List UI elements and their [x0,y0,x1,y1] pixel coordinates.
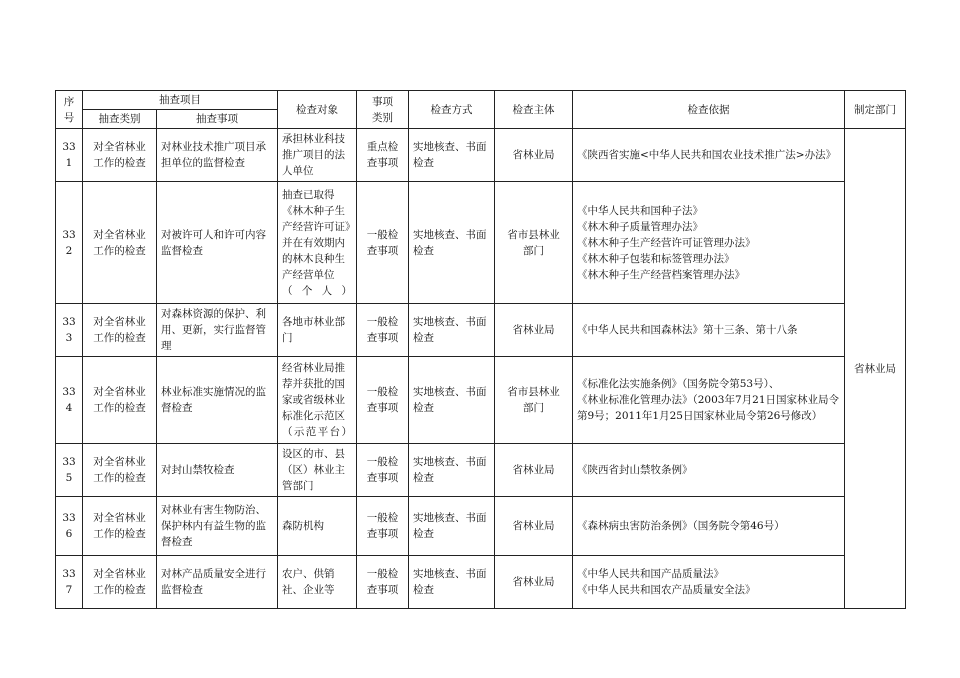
row-method: 实地核查、书面 检查 [409,304,495,357]
header-project: 抽查项目 [83,91,278,110]
header-subject: 检查主体 [495,91,573,129]
row-item: 对被许可人和许可内容监督检查 [157,182,278,304]
table-row [56,357,906,444]
row-subject: 省林业局 [495,444,573,497]
row-object: 农户、供销社、企业等 [278,556,357,609]
row-category: 对全省林业 工作的检查 [83,497,157,556]
header-method: 检查方式 [409,91,495,129]
row-no: 333 [56,304,83,357]
row-subject: 省市县林业 部门 [495,182,573,304]
row-category: 对全省林业 工作的检查 [83,357,157,444]
row-subject: 省林业局 [495,129,573,182]
table-row [56,556,906,609]
row-type: 一般检 查事项 [357,304,409,357]
row-method: 实地核查、书面 检查 [409,357,495,444]
row-type: 一般检 查事项 [357,444,409,497]
table-row [56,129,906,182]
row-method: 实地核查、书面 检查 [409,556,495,609]
header-item: 抽查事项 [157,110,278,129]
row-category: 对全省林业 工作的检查 [83,304,157,357]
row-object: 经省林业局推荐并获批的国家或省级林业标准化示范区（示范平台） [278,357,357,444]
row-no: 337 [56,556,83,609]
table-row [56,444,906,497]
row-item: 对林产品质量安全进行监督检查 [157,556,278,609]
row-subject: 省市县林业 部门 [495,357,573,444]
row-basis: 《陕西省封山禁牧条例》 [573,444,845,497]
header-dept: 制定部门 [845,91,906,129]
row-type: 重点检 查事项 [357,129,409,182]
dept-cell: 省林业局 [845,129,906,609]
row-object: 承担林业科技推广项目的法人单位 [278,129,357,182]
row-method: 实地核查、书面 检查 [409,444,495,497]
row-method: 实地核查、书面 检查 [409,497,495,556]
row-object: 森防机构 [278,497,357,556]
header-category: 抽查类别 [83,110,157,129]
row-type: 一般检 查事项 [357,497,409,556]
row-category: 对全省林业 工作的检查 [83,129,157,182]
table-row [56,304,906,357]
row-basis: 《森林病虫害防治条例》（国务院令第46号） [573,497,845,556]
row-basis: 《中华人民共和国种子法》 《林木种子质量管理办法》 《林木种子生产经营许可证管理办法》 《林木种子包装和标签管理办法》 《林木种子生产经营档案管理办法》 [573,182,845,304]
row-subject: 省林业局 [495,556,573,609]
row-category: 对全省林业 工作的检查 [83,182,157,304]
row-no: 332 [56,182,83,304]
row-subject: 省林业局 [495,497,573,556]
row-basis: 《中华人民共和国产品质量法》 《中华人民共和国农产品质量安全法》 [573,556,845,609]
row-item: 对森林资源的保护、利用、更新，实行监督管理 [157,304,278,357]
row-no: 331 [56,129,83,182]
header-no: 序 号 [56,91,83,129]
row-object: 各地市林业部门 [278,304,357,357]
row-method: 实地核查、书面 检查 [409,182,495,304]
row-object: 抽查已取得《林木种子生产经营许可证》并在有效期内的林木良种生产经营单位（个人） [278,182,357,304]
inspection-table [55,90,906,609]
row-no: 336 [56,497,83,556]
row-basis: 《中华人民共和国森林法》第十三条、第十八条 [573,304,845,357]
table-row [56,182,906,304]
row-type: 一般检 查事项 [357,556,409,609]
row-item: 对林业技术推广项目承担单位的监督检查 [157,129,278,182]
row-basis: 《陕西省实施<中华人民共和国农业技术推广法>办法》 [573,129,845,182]
row-item: 对封山禁牧检查 [157,444,278,497]
row-type: 一般检 查事项 [357,357,409,444]
header-type: 事项 类别 [357,91,409,129]
row-no: 335 [56,444,83,497]
row-item: 林业标准实施情况的监督检查 [157,357,278,444]
row-category: 对全省林业 工作的检查 [83,556,157,609]
table-row [56,497,906,556]
row-category: 对全省林业 工作的检查 [83,444,157,497]
row-basis: 《标准化法实施条例》（国务院令第53号）、 《林业标准化管理办法》（2003年7月21日国家林业局令第9号；2011年1月25日国家林业局令第26号修改） [573,357,845,444]
row-type: 一般检 查事项 [357,182,409,304]
row-object: 设区的市、县（区）林业主管部门 [278,444,357,497]
row-no: 334 [56,357,83,444]
row-subject: 省林业局 [495,304,573,357]
row-item: 对林业有害生物防治、保护林内有益生物的监督检查 [157,497,278,556]
row-method: 实地核查、书面 检查 [409,129,495,182]
header-basis: 检查依据 [573,91,845,129]
header-object: 检查对象 [278,91,357,129]
